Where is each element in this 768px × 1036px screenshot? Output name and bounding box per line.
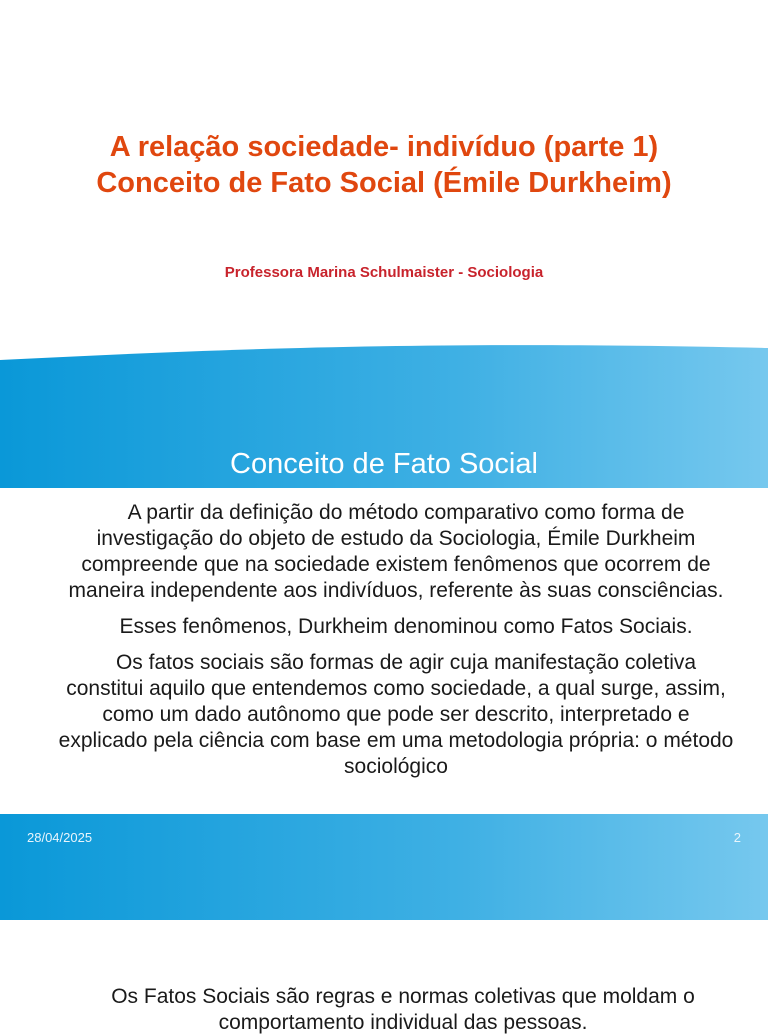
footer-band	[0, 814, 768, 920]
body-paragraph-1: A partir da definição do método comparativo como forma de investigação do objeto de estudo da Sociologia, Émile Durkheim compreende que na sociedade existem fenômenos que ocorrem de maneira independente aos indivíduos, referente às suas consciências.	[68, 501, 724, 602]
next-slide-paragraph: Os Fatos Sociais são regras e normas coletivas que moldam o comportamento individual das pessoas.	[111, 985, 695, 1034]
title-slide	[0, 0, 768, 488]
slide-title-line-2: Conceito de Fato Social (Émile Durkheim)	[96, 167, 672, 199]
slide-subtitle: Professora Marina Schulmaister - Sociologia	[224, 264, 544, 281]
body-paragraph-2: Esses fenômenos, Durkheim denominou como Fatos Sociais.	[119, 615, 693, 638]
slide-title-line-1: A relação sociedade- indivíduo (parte 1)	[109, 131, 659, 163]
footer-date: 28/04/2025	[27, 830, 93, 845]
slide-heading: Conceito de Fato Social	[230, 448, 538, 480]
body-paragraph-3: Os fatos sociais são formas de agir cuja manifestação coletiva constitui aquilo que entendemos como sociedade, a qual surge, assim, como um dado autônomo que pode ser descrito, interpretado e explicado pela ciência com base em uma metodologia própria: o método sociológico	[58, 651, 734, 778]
footer-page-number: 2	[733, 830, 741, 845]
slide-body	[58, 500, 734, 790]
